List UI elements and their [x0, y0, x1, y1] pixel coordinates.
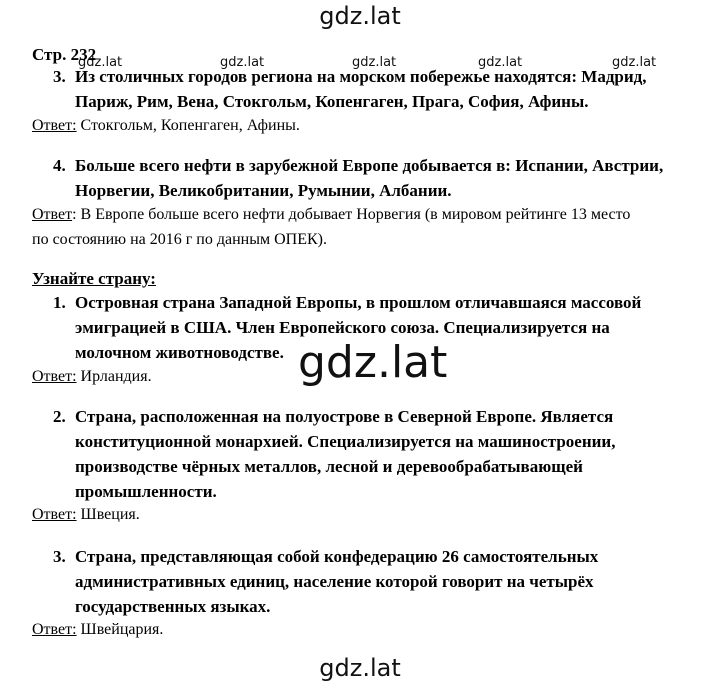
question-text: Больше всего нефти в зарубежной Европе добывается в: Испании, Австрии,: [75, 156, 664, 175]
watermark-center: gdz.lat: [298, 337, 448, 388]
question-text: государственных языках.: [75, 597, 271, 616]
question-text: Страна, представляющая собой конфедерацию 26 самостоятельных: [75, 547, 599, 566]
question-text: Островная страна Западной Европы, в прошлом отличавшаяся массовой: [75, 293, 642, 312]
answer-text: Швеция.: [76, 506, 140, 523]
question-number: 1.: [53, 293, 66, 312]
answer-text: : В Европе больше всего нефти добывает Норвегия (в мировом рейтинге 13 место: [72, 206, 631, 223]
answer: [32, 202, 630, 252]
answer-text: Ирландия.: [76, 368, 152, 385]
question-block: [53, 404, 615, 504]
page-reference: Стр. 232: [32, 45, 97, 64]
question-block: [53, 64, 647, 114]
question-block: [53, 153, 663, 203]
watermark-small: gdz.lat: [612, 55, 657, 70]
answer-label: Ответ: [32, 206, 73, 223]
watermark-small: gdz.lat: [478, 55, 523, 70]
question-text: промышленности.: [75, 482, 217, 501]
question-number: 4.: [53, 156, 66, 175]
question-text: конституционной монархией. Специализируется на машиностроении,: [75, 432, 616, 451]
answer: [32, 617, 163, 642]
answer-text: Швейцария.: [76, 621, 164, 638]
question-block: [53, 544, 598, 619]
answer: [32, 502, 140, 527]
watermark-top: gdz.lat: [319, 2, 401, 30]
answer-label: Ответ:: [32, 506, 77, 523]
question-text: административных единиц, население которой говорит на четырёх: [75, 572, 594, 591]
watermark-bottom: gdz.lat: [319, 654, 401, 682]
watermark-small: gdz.lat: [78, 55, 123, 70]
answer-label: Ответ:: [32, 621, 77, 638]
question-number: 3.: [53, 547, 66, 566]
answer-label: Ответ:: [32, 368, 77, 385]
question-text: молочном животноводстве.: [75, 343, 284, 362]
answer-label: Ответ:: [32, 117, 77, 134]
answer: [32, 113, 300, 138]
question-number: 2.: [53, 407, 66, 426]
question-text: Норвегии, Великобритании, Румынии, Албании.: [75, 181, 452, 200]
answer: [32, 364, 152, 389]
answer-text: по состоянию на 2016 г по данным ОПЕК).: [32, 231, 327, 248]
section-title: Узнайте страну:: [32, 269, 156, 288]
question-number: 3.: [53, 67, 66, 86]
question-text: Из столичных городов региона на морском побережье находятся: Мадрид,: [75, 67, 647, 86]
answer-text: Стокгольм, Копенгаген, Афины.: [76, 117, 300, 134]
question-text: Париж, Рим, Вена, Стокгольм, Копенгаген, Прага, София, Афины.: [75, 92, 589, 111]
question-text: Страна, расположенная на полуострове в Северной Европе. Является: [75, 407, 614, 426]
question-text: производстве чёрных металлов, лесной и деревообрабатывающей: [75, 457, 583, 476]
watermark-small: gdz.lat: [352, 55, 397, 70]
question-text: эмиграцией в США. Член Европейского союза. Специализируется на: [75, 318, 610, 337]
watermark-small: gdz.lat: [220, 55, 265, 70]
